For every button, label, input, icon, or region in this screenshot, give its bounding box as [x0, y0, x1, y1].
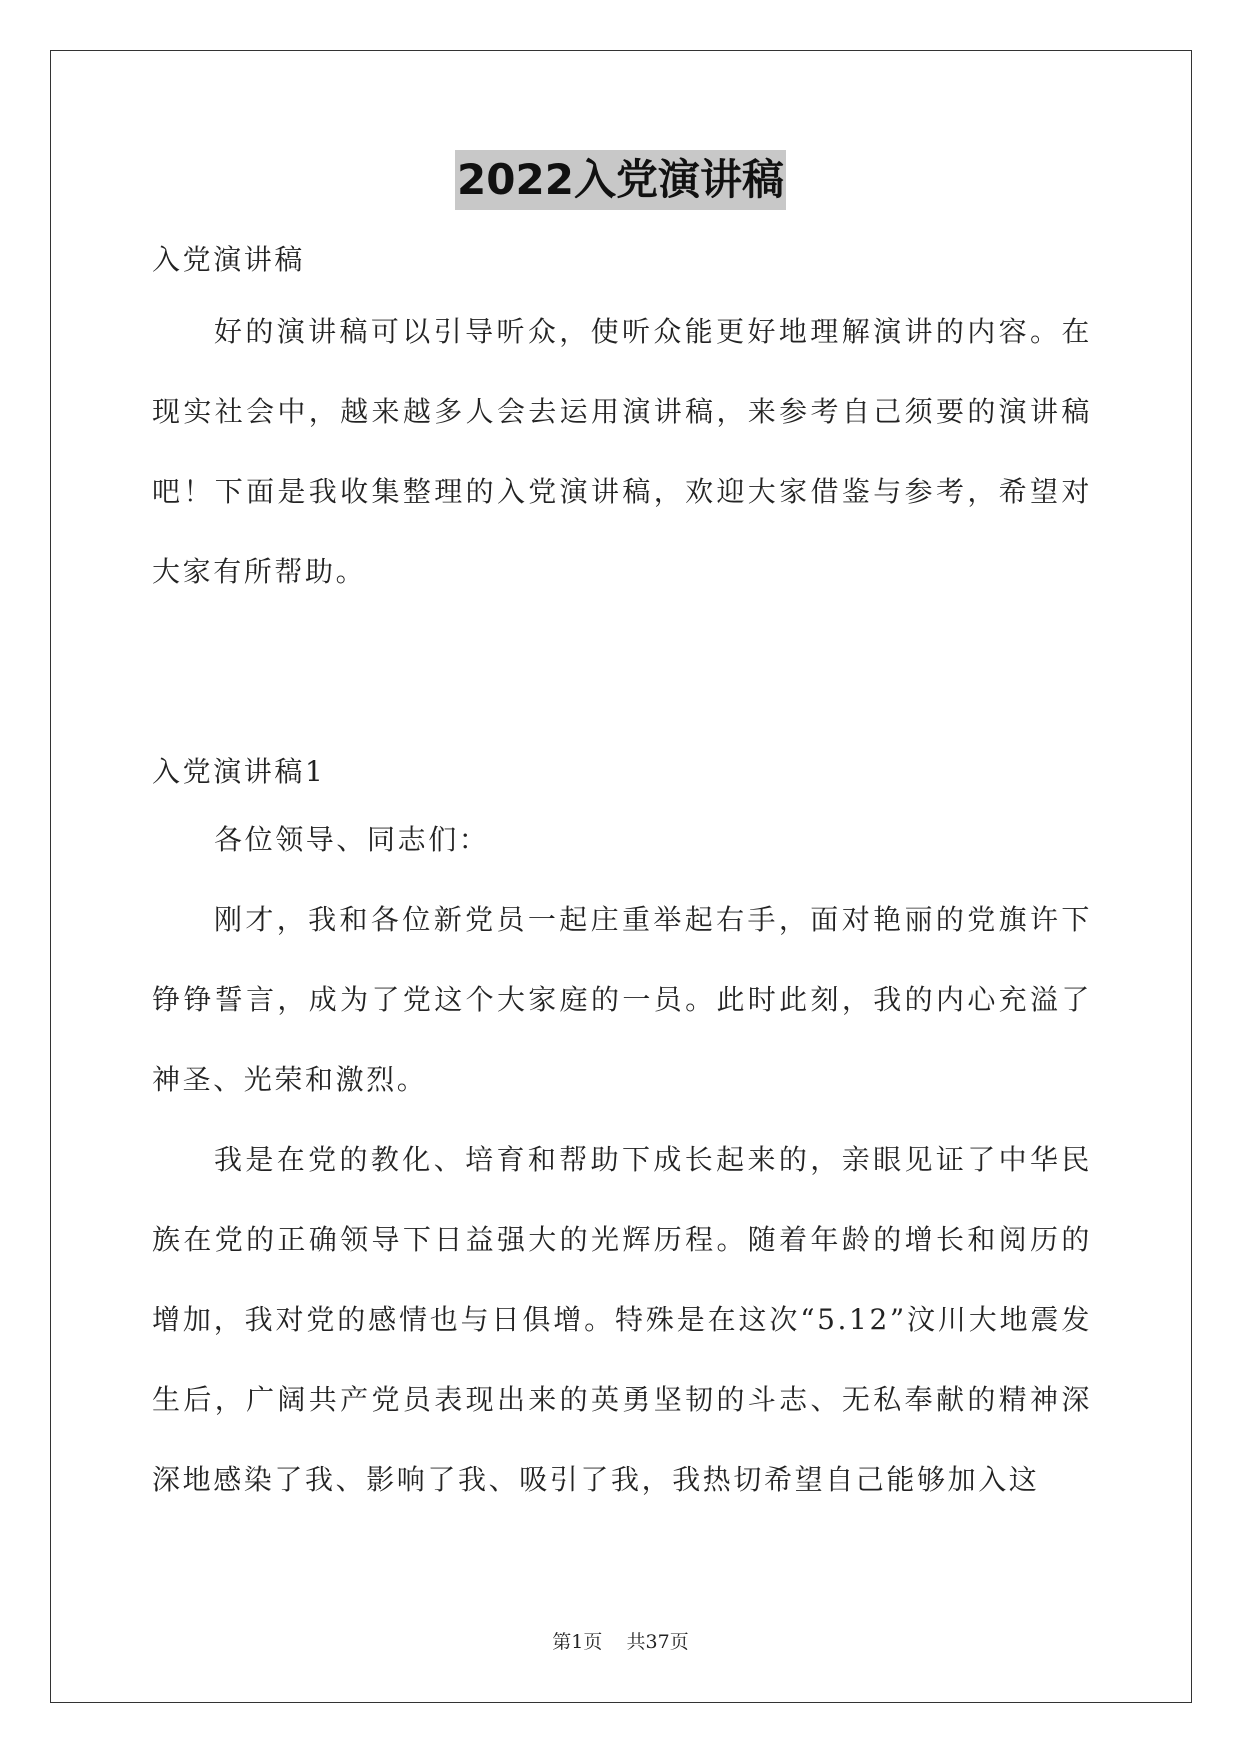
intro-paragraph: 好的演讲稿可以引导听众，使听众能更好地理解演讲的内容。在现实社会中，越来越多人会去运用演讲稿，来参考自己须要的演讲稿吧！下面是我收集整理的入党演讲稿，欢迎大家借鉴与参考，希望对大家有所帮助。	[152, 315, 1092, 588]
subtitle: 入党演讲稿	[152, 243, 306, 276]
page-total: 共37页	[626, 1631, 689, 1653]
title-container	[0, 150, 1241, 210]
page-number: 第1页	[552, 1631, 603, 1653]
body-paragraph-2: 我是在党的教化、培育和帮助下成长起来的，亲眼见证了中华民族在党的正确领导下日益强大的光辉历程。随着年龄的增长和阅历的增加，我对党的感情也与日俱增。特殊是在这次“5.12”汶川大地震发生后，广阔共产党员表现出来的英勇坚韧的斗志、无私奉献的精神深深地感染了我、影响了我、吸引了我，我热切希望自己能够加入这	[152, 1143, 1092, 1496]
section-heading: 入党演讲稿1	[152, 755, 326, 788]
page-footer	[0, 1627, 1241, 1654]
document-title: 2022入党演讲稿	[455, 150, 786, 210]
body-paragraph-1: 刚才，我和各位新党员一起庄重举起右手，面对艳丽的党旗许下铮铮誓言，成为了党这个大家庭的一员。此时此刻，我的内心充溢了神圣、光荣和激烈。	[152, 903, 1092, 1096]
salutation: 各位领导、同志们：	[214, 823, 490, 856]
